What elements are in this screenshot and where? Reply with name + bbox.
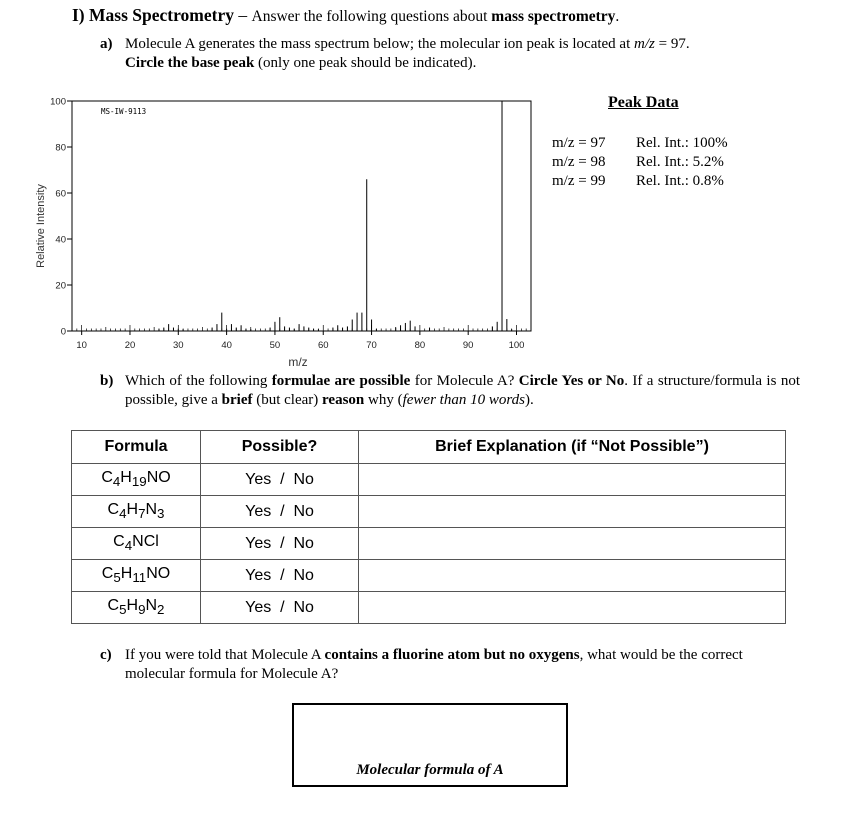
table-header-row bbox=[72, 431, 786, 464]
x-tick-label: 20 bbox=[124, 340, 136, 351]
question-b-text bbox=[100, 372, 800, 410]
question-b-t1: Which of the following bbox=[125, 373, 272, 389]
peak-row-rel: Rel. Int.: 100% bbox=[636, 135, 728, 151]
x-tick-label: 90 bbox=[462, 340, 474, 351]
table-row bbox=[72, 496, 786, 528]
question-c-t2: , what would be the correct molecular formula for Molecule A? bbox=[125, 647, 743, 682]
formula-sub: 3 bbox=[157, 506, 165, 522]
formula-cell bbox=[72, 528, 201, 560]
question-a-text1: Molecule A generates the mass spectrum below; the molecular ion peak is located at bbox=[125, 36, 635, 52]
y-tick-label: 40 bbox=[55, 234, 66, 246]
yes-no-choice[interactable]: Yes / No bbox=[201, 560, 359, 592]
question-b-b1: formulae are possible bbox=[271, 373, 411, 389]
formula-part: C bbox=[101, 469, 113, 487]
y-tick-label: 80 bbox=[55, 142, 66, 154]
question-b bbox=[100, 372, 800, 410]
formula-sub: 5 bbox=[119, 602, 127, 618]
y-axis-label: Relative Intensity bbox=[35, 184, 47, 268]
formula-part: N bbox=[145, 501, 158, 519]
formula-part: C bbox=[113, 533, 125, 551]
formula-cell bbox=[72, 560, 201, 592]
formula-part: C bbox=[101, 565, 114, 583]
answer-box-label: Molecular formula of A bbox=[356, 762, 504, 778]
question-a-text2: = 97. bbox=[654, 36, 690, 52]
explanation-cell[interactable] bbox=[359, 560, 786, 592]
question-c bbox=[100, 646, 800, 684]
table-row bbox=[72, 592, 786, 624]
x-tick-label: 30 bbox=[173, 340, 184, 351]
formula-sub: 4 bbox=[124, 538, 133, 554]
header-formula: Formula bbox=[72, 431, 201, 464]
header-explanation: Brief Explanation (if “Not Possible”) bbox=[359, 431, 786, 464]
question-b-t3: . If a structure/formula is not possible, give a bbox=[125, 373, 800, 408]
formula-sub: 9 bbox=[138, 602, 146, 618]
question-b-t5: why ( bbox=[364, 392, 403, 408]
formula-cell bbox=[72, 496, 201, 528]
question-b-b3: brief bbox=[221, 392, 253, 408]
section-intro-a: Answer the following questions about bbox=[251, 8, 492, 25]
formula-sub: 11 bbox=[132, 570, 147, 586]
chart-axes bbox=[50, 97, 531, 352]
section-dash: – bbox=[234, 5, 252, 25]
formula-part: NO bbox=[146, 469, 171, 487]
formula-table bbox=[71, 430, 786, 624]
formula-part: H bbox=[120, 565, 133, 583]
peak-row-rel: Rel. Int.: 0.8% bbox=[636, 173, 724, 189]
formula-part: H bbox=[120, 469, 132, 487]
peak-row bbox=[552, 154, 724, 171]
peak-row-mz: m/z = 98 bbox=[552, 154, 606, 170]
formula-part: H bbox=[126, 501, 139, 519]
peak-row bbox=[552, 173, 724, 190]
question-a-label: a) bbox=[100, 36, 113, 52]
y-tick-label: 60 bbox=[55, 188, 66, 200]
peak-data-title: Peak Data bbox=[608, 94, 679, 111]
question-b-b4: reason bbox=[322, 392, 365, 408]
peak-row-mz: m/z = 99 bbox=[552, 173, 606, 189]
yes-no-choice[interactable]: Yes / No bbox=[201, 528, 359, 560]
y-tick-label: 0 bbox=[60, 326, 66, 338]
formula-part: NCl bbox=[132, 533, 159, 551]
x-tick-label: 40 bbox=[221, 340, 232, 351]
x-tick-label: 80 bbox=[414, 340, 426, 351]
question-b-t6: ). bbox=[524, 392, 534, 408]
plot-frame bbox=[72, 101, 531, 331]
formula-part: N bbox=[145, 597, 158, 615]
question-c-text bbox=[100, 646, 800, 684]
yes-no-choice[interactable]: Yes / No bbox=[201, 464, 359, 496]
formula-part: H bbox=[126, 597, 139, 615]
formula-sub: 5 bbox=[113, 570, 121, 586]
section-intro-b: mass spectrometry bbox=[491, 8, 616, 25]
question-a-bold: Circle the base peak bbox=[125, 55, 255, 71]
question-c-t1: If you were told that Molecule A bbox=[125, 647, 325, 663]
peak-row bbox=[552, 135, 728, 152]
explanation-cell[interactable] bbox=[359, 496, 786, 528]
peak-row-mz: m/z = 97 bbox=[552, 135, 606, 151]
question-b-t4: (but clear) bbox=[252, 392, 323, 408]
question-c-b1: contains a fluorine atom but no oxygens bbox=[324, 647, 580, 663]
formula-sub: 4 bbox=[112, 474, 121, 490]
y-tick-label: 20 bbox=[55, 280, 66, 292]
formula-sub: 7 bbox=[138, 506, 146, 522]
section-title: Mass Spectrometry bbox=[89, 5, 234, 25]
mass-spectrum-chart bbox=[0, 0, 560, 380]
yes-no-choice[interactable]: Yes / No bbox=[201, 496, 359, 528]
question-b-b2: Circle Yes or No bbox=[518, 373, 625, 389]
question-b-i1: fewer than 10 words bbox=[402, 392, 525, 408]
formula-sub: 4 bbox=[119, 506, 127, 522]
explanation-cell[interactable] bbox=[359, 464, 786, 496]
question-b-label: b) bbox=[100, 373, 114, 389]
question-a-mz: m/z bbox=[634, 36, 655, 52]
question-b-t2: for Molecule A? bbox=[410, 373, 519, 389]
section-intro-c: . bbox=[615, 8, 620, 25]
formula-cell bbox=[72, 464, 201, 496]
spectrum-id-label: MS-IW-9113 bbox=[101, 107, 147, 116]
explanation-cell[interactable] bbox=[359, 528, 786, 560]
formula-part: C bbox=[107, 501, 120, 519]
yes-no-choice[interactable]: Yes / No bbox=[201, 592, 359, 624]
formula-part: NO bbox=[146, 565, 171, 583]
formula-part: C bbox=[107, 597, 120, 615]
section-label: I) bbox=[72, 5, 85, 25]
formula-sub: 19 bbox=[131, 474, 147, 490]
peak-row-rel: Rel. Int.: 5.2% bbox=[636, 154, 724, 170]
question-a-text3: (only one peak should be indicated). bbox=[254, 55, 477, 71]
chart-peaks bbox=[159, 101, 512, 331]
header-possible: Possible? bbox=[201, 431, 359, 464]
x-tick-label: 70 bbox=[366, 340, 377, 351]
table-row bbox=[72, 528, 786, 560]
x-tick-label: 60 bbox=[317, 340, 329, 351]
explanation-cell[interactable] bbox=[359, 592, 786, 624]
x-tick-label: 50 bbox=[269, 340, 281, 351]
formula-cell bbox=[72, 592, 201, 624]
x-tick-label: 100 bbox=[508, 340, 525, 351]
y-tick-label: 100 bbox=[50, 96, 66, 108]
question-c-label: c) bbox=[100, 647, 112, 663]
table-row bbox=[72, 464, 786, 496]
x-tick-label: 10 bbox=[76, 340, 87, 351]
x-axis-label: m/z bbox=[288, 355, 308, 369]
formula-sub: 2 bbox=[157, 602, 165, 618]
table-row bbox=[72, 560, 786, 592]
